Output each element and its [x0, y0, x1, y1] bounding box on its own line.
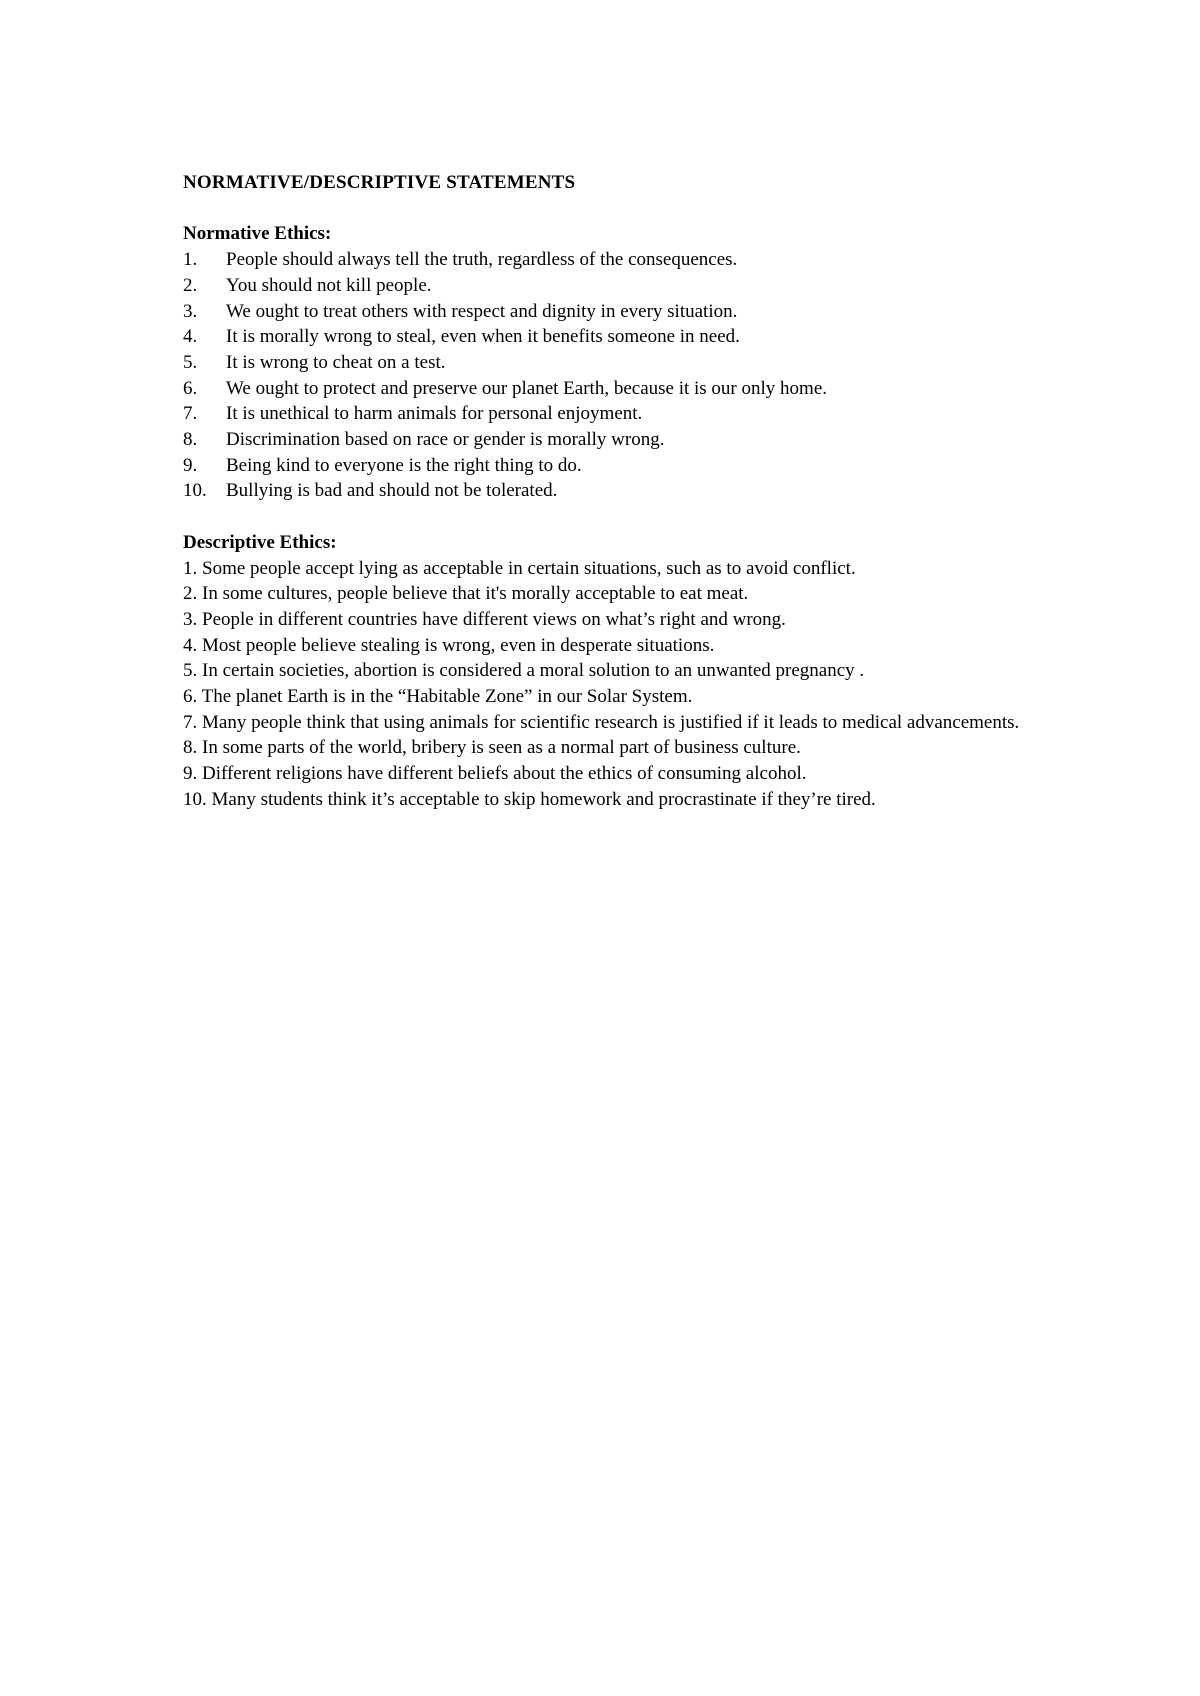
descriptive-ethics-list [183, 556, 1021, 813]
list-item: 7. Many people think that using animals for scientific research is justified if it leads to medical advancements. [183, 711, 1020, 733]
list-item: 5. In certain societies, abortion is considered a moral solution to an unwanted pregnancy . [183, 660, 865, 682]
item-number: 5. [183, 351, 198, 373]
list-item [183, 273, 1021, 299]
item-text: It is wrong to cheat on a test. [226, 351, 446, 373]
item-text: Discrimination based on race or gender is morally wrong. [226, 429, 665, 451]
item-number: 7. [183, 403, 198, 425]
normative-ethics-heading: Normative Ethics: [183, 223, 332, 245]
list-item: 6. The planet Earth is in the “Habitable Zone” in our Solar System. [183, 686, 693, 708]
item-text: People should always tell the truth, regardless of the consequences. [226, 249, 738, 271]
list-item: 10. Many students think it’s acceptable to skip homework and procrastinate if they’re tired. [183, 788, 876, 810]
document-content [183, 170, 1021, 813]
item-text: Bullying is bad and should not be tolerated. [226, 480, 558, 502]
list-item [183, 427, 1021, 453]
item-text: Being kind to everyone is the right thing to do. [226, 454, 582, 476]
item-text: We ought to treat others with respect and dignity in every situation. [226, 300, 738, 322]
list-item: 8. In some parts of the world, bribery is seen as a normal part of business culture. [183, 737, 801, 759]
item-text: You should not kill people. [226, 274, 432, 296]
document-title: NORMATIVE/DESCRIPTIVE STATEMENTS [183, 172, 576, 193]
list-item [183, 401, 1021, 427]
item-text: It is morally wrong to steal, even when it benefits someone in need. [226, 326, 740, 348]
list-item [183, 324, 1021, 350]
item-number: 2. [183, 274, 198, 296]
list-item: 1. Some people accept lying as acceptable in certain situations, such as to avoid conflict. [183, 557, 856, 579]
list-item: 4. Most people believe stealing is wrong, even in desperate situations. [183, 634, 715, 656]
item-number: 9. [183, 454, 198, 476]
item-number: 3. [183, 300, 198, 322]
item-number: 8. [183, 429, 198, 451]
list-item [183, 299, 1021, 325]
normative-ethics-list [183, 247, 1021, 504]
descriptive-ethics-heading: Descriptive Ethics: [183, 531, 337, 553]
list-item: 3. People in different countries have different views on what’s right and wrong. [183, 608, 786, 630]
item-number: 10. [183, 480, 207, 502]
list-item [183, 453, 1021, 479]
list-item [183, 247, 1021, 273]
item-text: It is unethical to harm animals for personal enjoyment. [226, 403, 643, 425]
item-text: We ought to protect and preserve our planet Earth, because it is our only home. [226, 377, 828, 399]
item-number: 6. [183, 377, 198, 399]
list-item: 9. Different religions have different beliefs about the ethics of consuming alcohol. [183, 763, 807, 785]
item-number: 4. [183, 326, 198, 348]
list-item [183, 350, 1021, 376]
list-item: 2. In some cultures, people believe that it's morally acceptable to eat meat. [183, 583, 749, 605]
list-item [183, 478, 1021, 504]
list-item [183, 376, 1021, 402]
item-number: 1. [183, 249, 198, 271]
